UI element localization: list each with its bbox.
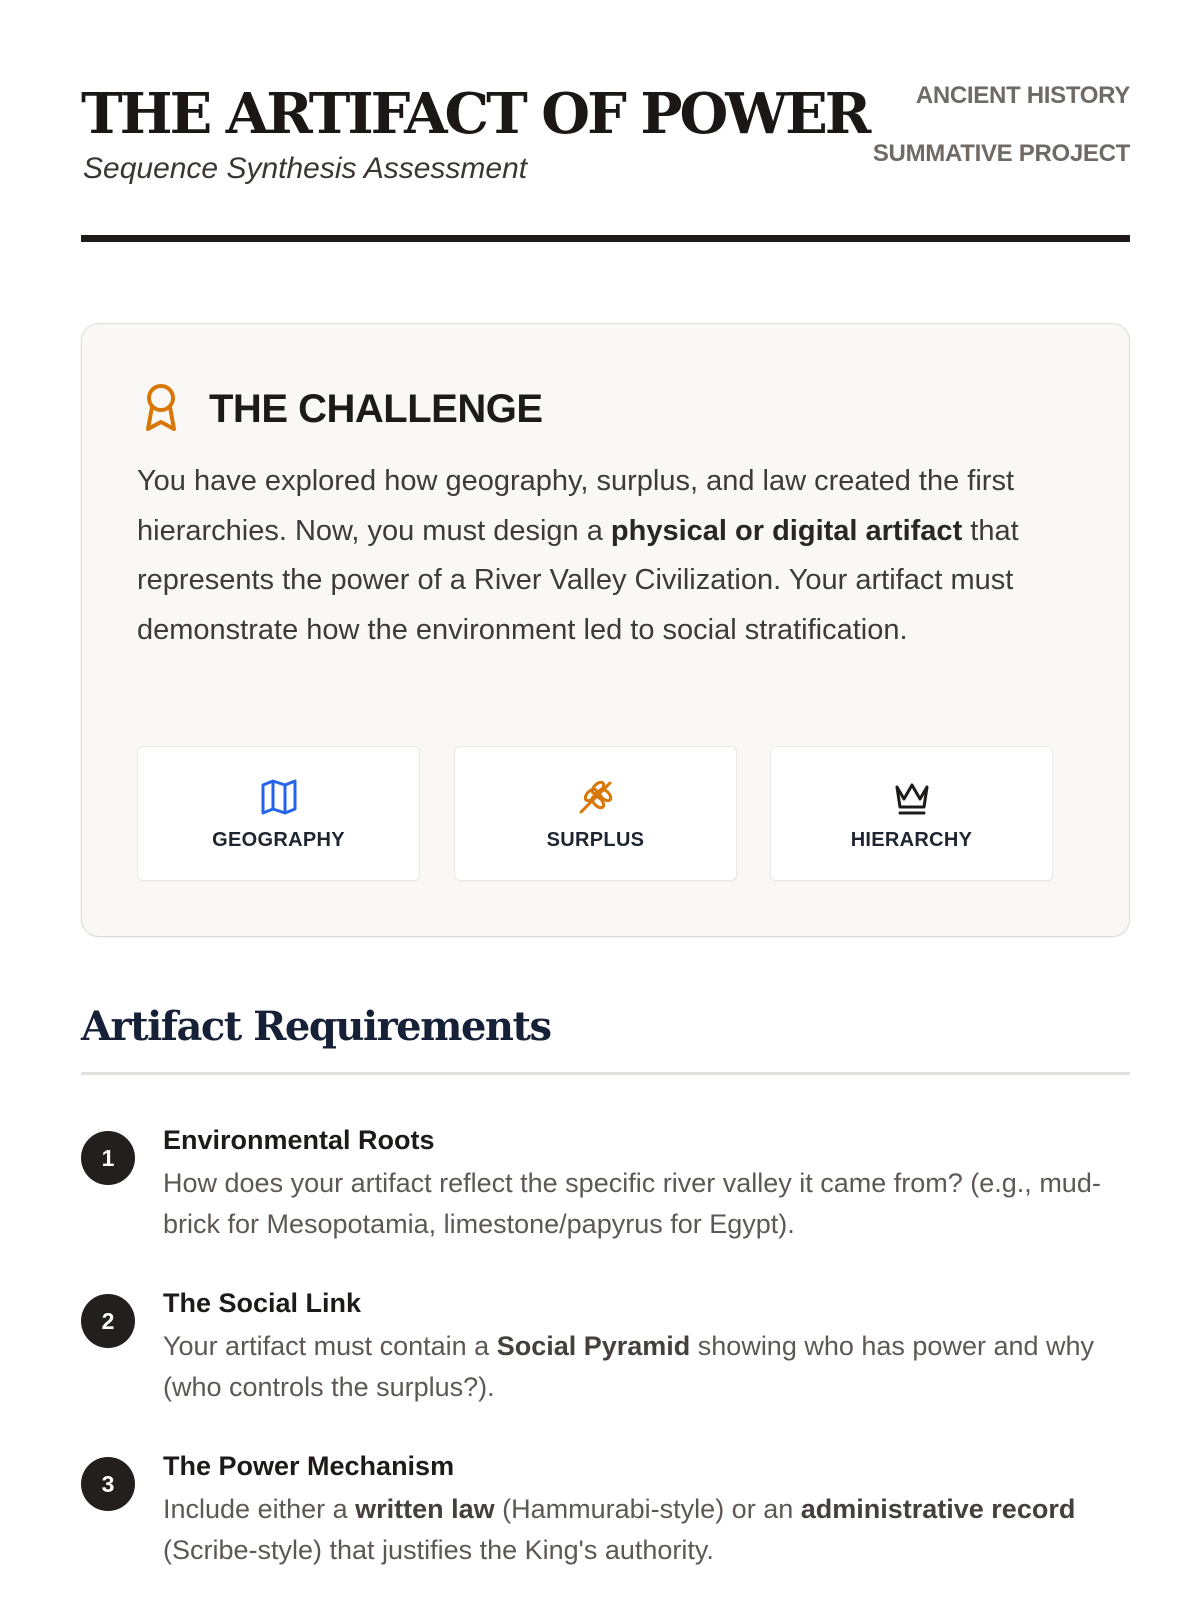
challenge-text-bold: physical or digital artifact — [610, 514, 963, 547]
project-type-label: SUMMATIVE PROJECT — [872, 140, 1130, 167]
wheat-icon — [576, 777, 616, 817]
pillar-hierarchy — [770, 746, 1053, 881]
course-label: ANCIENT HISTORY — [915, 82, 1130, 109]
challenge-text-1: You have explored how geography, surplus, and law created the first hierarchies. Now, you must design a — [137, 465, 1014, 547]
requirement-bold-text: administrative record — [800, 1494, 1076, 1524]
step-number-badge: 2 — [81, 1294, 135, 1348]
requirement-bold-text: Social Pyramid — [496, 1331, 691, 1361]
requirements-title: Artifact Requirements — [81, 1003, 551, 1050]
challenge-card — [81, 323, 1130, 937]
page-title: THE ARTIFACT OF POWER — [81, 81, 869, 147]
requirement-description — [163, 1326, 1128, 1408]
page-subtitle: Sequence Synthesis Assessment — [83, 152, 528, 185]
requirement-text: Include either a — [163, 1494, 356, 1524]
map-icon — [259, 777, 299, 817]
pillar-geography — [137, 746, 420, 881]
header-meta — [873, 82, 1130, 168]
pillar-label: HIERARCHY — [850, 829, 973, 851]
requirement-description: How does your artifact reflect the specific river valley it came from? (e.g., mud-brick for Mesopotamia, limestone/papyrus for Egypt). — [163, 1168, 1101, 1239]
requirement-heading: The Social Link — [163, 1288, 362, 1318]
header-divider — [81, 235, 1130, 242]
challenge-text-2: that represents the power of a River Valley Civilization. Your artifact must demonstrate how the environment led to social stratification. — [137, 514, 1019, 646]
challenge-heading — [141, 382, 543, 436]
pillar-surplus — [454, 746, 737, 881]
pillar-label: GEOGRAPHY — [212, 829, 345, 851]
requirement-text: (Scribe-style) that justifies the King's authority. — [163, 1535, 714, 1565]
requirements-divider — [81, 1072, 1130, 1075]
step-number-badge: 1 — [81, 1131, 135, 1185]
pillar-row — [137, 746, 1077, 880]
requirement-text: showing who has power and why (who controls the surplus?). — [163, 1331, 1095, 1402]
award-icon — [141, 382, 181, 436]
crown-icon — [892, 777, 932, 817]
requirement-text: (Hammurabi-style) or an — [494, 1494, 801, 1524]
requirement-heading: Environmental Roots — [163, 1125, 435, 1155]
requirement-description — [163, 1489, 1128, 1571]
challenge-description — [137, 457, 1087, 655]
requirement-bold-text: written law — [355, 1494, 495, 1524]
requirement-text: Your artifact must contain a — [163, 1331, 497, 1361]
requirement-heading: The Power Mechanism — [163, 1451, 455, 1481]
step-number-badge: 3 — [81, 1457, 135, 1511]
pillar-label: SURPLUS — [546, 829, 645, 851]
challenge-title: THE CHALLENGE — [209, 386, 543, 431]
